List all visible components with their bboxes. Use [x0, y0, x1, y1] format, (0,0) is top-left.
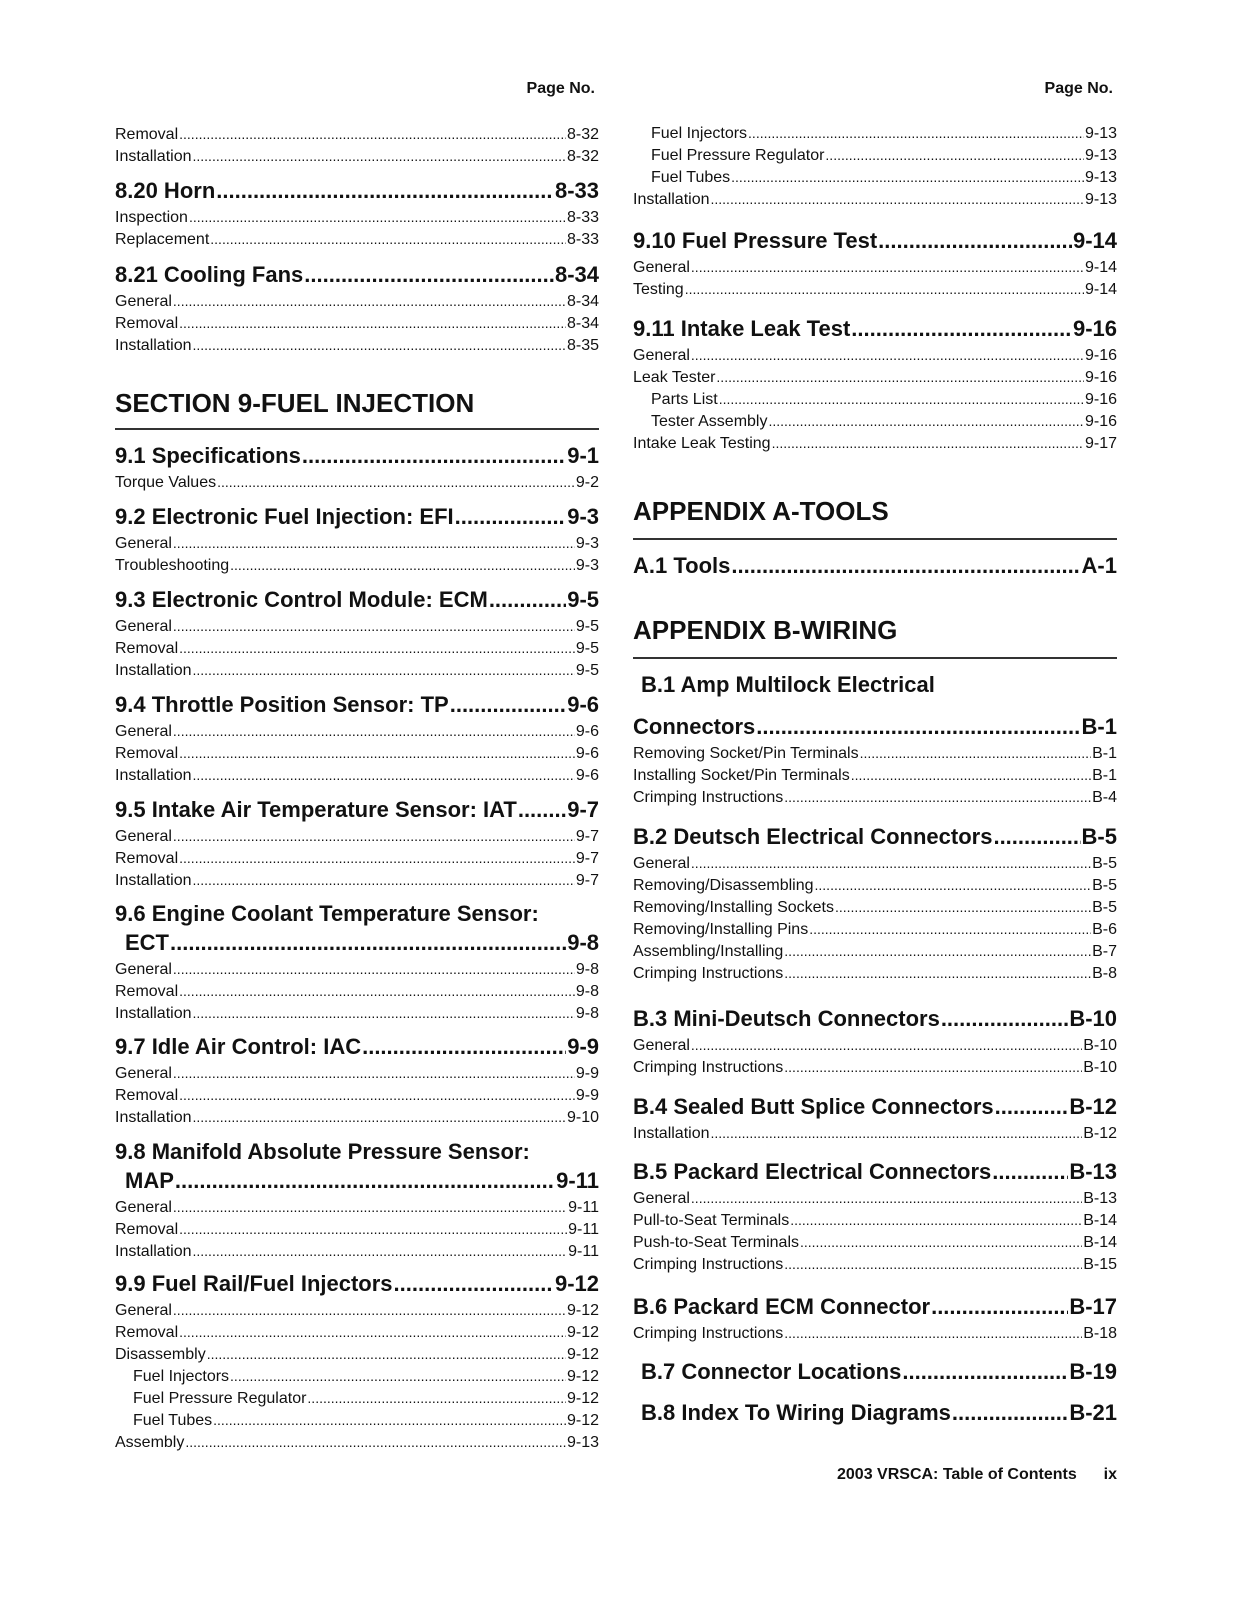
- subsection-title[interactable]: 9.9 Fuel Rail/Fuel Injectors ..... 9-12: [115, 1269, 599, 1299]
- toc-entry[interactable]: Push-to-Seat Terminals ..... B-14: [633, 1231, 1117, 1253]
- toc-subsection-b-5: [633, 1157, 1117, 1275]
- toc-entry[interactable]: Removing/Disassembling ..... B-5: [633, 874, 1117, 896]
- subsection-title-line1[interactable]: B.1 Amp Multilock Electrical: [641, 672, 935, 697]
- toc-entry[interactable]: Crimping Instructions ..... B-15: [633, 1253, 1117, 1275]
- toc-entry[interactable]: Testing ..... 9-14: [633, 278, 1117, 300]
- toc-entry[interactable]: Installing Socket/Pin Terminals ..... B-1: [633, 764, 1117, 786]
- toc-entry[interactable]: General ..... 9-12: [115, 1299, 599, 1321]
- subsection-title[interactable]: 9.2 Electronic Fuel Injection: EFI ..... 9-3: [115, 502, 599, 532]
- toc-entry[interactable]: General ..... B-5: [633, 852, 1117, 874]
- subsection-title[interactable]: A.1 Tools ..... A-1: [633, 551, 1117, 581]
- toc-entry[interactable]: Removing/Installing Pins ..... B-6: [633, 918, 1117, 940]
- toc-entry[interactable]: Installation ..... 8-35: [115, 334, 599, 356]
- toc-entry[interactable]: Installation ..... 9-7: [115, 869, 599, 891]
- toc-entry[interactable]: General ..... 9-8: [115, 958, 599, 980]
- toc-entry[interactable]: Installation ..... B-12: [633, 1122, 1117, 1144]
- toc-entry[interactable]: Fuel Tubes ..... 9-12: [115, 1409, 599, 1431]
- toc-entry[interactable]: Removal ..... 9-12: [115, 1321, 599, 1343]
- toc-entry[interactable]: Assembly ..... 9-13: [115, 1431, 599, 1453]
- toc-entry[interactable]: Fuel Tubes ..... 9-13: [633, 166, 1117, 188]
- toc-entry[interactable]: General ..... 9-3: [115, 532, 599, 554]
- toc-subsection-b-3: [633, 1004, 1117, 1078]
- toc-subsection-9-6: [115, 900, 599, 1024]
- appendix-a-heading: APPENDIX A-TOOLS: [633, 496, 889, 526]
- toc-subsection-9-7: [115, 1032, 599, 1128]
- section-rule: [633, 657, 1117, 659]
- subsection-title[interactable]: B.8 Index To Wiring Diagrams ..... B-21: [633, 1398, 1117, 1428]
- toc-entry[interactable]: Removal ..... 9-11: [115, 1218, 599, 1240]
- toc-entry[interactable]: General ..... 9-7: [115, 825, 599, 847]
- subsection-title[interactable]: 9.3 Electronic Control Module: ECM ..... 9-5: [115, 585, 599, 615]
- toc-entry[interactable]: General ..... 9-11: [115, 1196, 599, 1218]
- toc-entry[interactable]: Installation ..... 8-32: [115, 145, 599, 167]
- toc-entry[interactable]: Inspection ..... 8-33: [115, 206, 599, 228]
- toc-entry[interactable]: Assembling/Installing ..... B-7: [633, 940, 1117, 962]
- toc-entry[interactable]: Installation ..... 9-6: [115, 764, 599, 786]
- section-rule: [633, 538, 1117, 540]
- footer-page-number: ix: [1103, 1466, 1117, 1483]
- toc-entry[interactable]: Removing/Installing Sockets ..... B-5: [633, 896, 1117, 918]
- toc-subsection-9-5: [115, 795, 599, 891]
- subsection-title[interactable]: B.5 Packard Electrical Connectors ..... B-13: [633, 1157, 1117, 1187]
- subsection-title[interactable]: 8.20 Horn ..... 8-33: [115, 176, 599, 206]
- toc-entry[interactable]: General ..... 9-6: [115, 720, 599, 742]
- toc-subsection-cooling-fans: [115, 260, 599, 356]
- subsection-title[interactable]: Connectors ..... B-1: [633, 712, 1117, 742]
- toc-subsection-b-6: [633, 1292, 1117, 1344]
- toc-subsection-9-9: [115, 1269, 599, 1453]
- toc-entry[interactable]: Removing Socket/Pin Terminals ..... B-1: [633, 742, 1117, 764]
- toc-entry[interactable]: Fuel Pressure Regulator ..... 9-12: [115, 1387, 599, 1409]
- toc-subsection-9-8: [115, 1138, 599, 1262]
- subsection-title[interactable]: 9.10 Fuel Pressure Test ..... 9-14: [633, 226, 1117, 256]
- toc-subsection-9-11: [633, 314, 1117, 454]
- toc-entry[interactable]: General ..... 9-5: [115, 615, 599, 637]
- toc-entry[interactable]: Replacement ..... 8-33: [115, 228, 599, 250]
- toc-subsection-9-4: [115, 690, 599, 786]
- subsection-title[interactable]: 9.7 Idle Air Control: IAC ..... 9-9: [115, 1032, 599, 1062]
- toc-entry[interactable]: General ..... 8-34: [115, 290, 599, 312]
- toc-subsection-b-1: [633, 670, 1117, 808]
- toc-entry[interactable]: Fuel Pressure Regulator ..... 9-13: [633, 144, 1117, 166]
- toc-subsection-b-4: [633, 1092, 1117, 1144]
- lead-entries: [115, 123, 599, 167]
- toc-subsection-b-2: [633, 822, 1117, 984]
- toc-subsection-9-2: [115, 502, 599, 576]
- toc-entry[interactable]: Removal ..... 9-6: [115, 742, 599, 764]
- toc-subsection-b-7: [633, 1357, 1117, 1387]
- subsection-title[interactable]: 9.5 Intake Air Temperature Sensor: IAT ..... 9-7: [115, 795, 599, 825]
- toc-entry[interactable]: Crimping Instructions ..... B-8: [633, 962, 1117, 984]
- subsection-title[interactable]: 9.1 Specifications ..... 9-1: [115, 441, 599, 471]
- toc-entry[interactable]: Torque Values ..... 9-2: [115, 471, 599, 493]
- toc-entry[interactable]: Removal ..... 8-34: [115, 312, 599, 334]
- toc-entry[interactable]: General ..... 9-9: [115, 1062, 599, 1084]
- toc-entry[interactable]: Removal ..... 9-9: [115, 1084, 599, 1106]
- subsection-title[interactable]: 9.4 Throttle Position Sensor: TP ..... 9-6: [115, 690, 599, 720]
- toc-subsection-a-1: [633, 551, 1117, 581]
- appendix-b-heading: APPENDIX B-WIRING: [633, 615, 898, 645]
- toc-entry[interactable]: Disassembly ..... 9-12: [115, 1343, 599, 1365]
- toc-entry[interactable]: Removal ..... 9-5: [115, 637, 599, 659]
- toc-subsection-9-10: [633, 226, 1117, 300]
- toc-entry[interactable]: Parts List ..... 9-16: [633, 388, 1117, 410]
- toc-entry[interactable]: General ..... B-10: [633, 1034, 1117, 1056]
- subsection-title[interactable]: 9.11 Intake Leak Test ..... 9-16: [633, 314, 1117, 344]
- page-no-header: Page No.: [1044, 80, 1113, 97]
- toc-entry[interactable]: Crimping Instructions ..... B-18: [633, 1322, 1117, 1344]
- toc-entry[interactable]: Fuel Injectors ..... 9-13: [633, 122, 1117, 144]
- page-footer: [633, 1466, 1117, 1484]
- subsection-title[interactable]: MAP ..... 9-11: [115, 1166, 599, 1196]
- subsection-title[interactable]: B.2 Deutsch Electrical Connectors ..... B-5: [633, 822, 1117, 852]
- toc-entry[interactable]: Tester Assembly ..... 9-16: [633, 410, 1117, 432]
- section-rule: [115, 428, 599, 430]
- page-no-header: Page No.: [526, 80, 595, 97]
- subsection-title[interactable]: B.4 Sealed Butt Splice Connectors ..... B-12: [633, 1092, 1117, 1122]
- toc-entry[interactable]: Crimping Instructions ..... B-4: [633, 786, 1117, 808]
- toc-entry[interactable]: Pull-to-Seat Terminals ..... B-14: [633, 1209, 1117, 1231]
- toc-entry[interactable]: Fuel Injectors ..... 9-12: [115, 1365, 599, 1387]
- section-heading: SECTION 9-FUEL INJECTION: [115, 388, 475, 418]
- toc-entry[interactable]: Installation ..... 9-8: [115, 1002, 599, 1024]
- toc-entry[interactable]: Troubleshooting ..... 9-3: [115, 554, 599, 576]
- toc-entry[interactable]: Removal ..... 9-8: [115, 980, 599, 1002]
- toc-entry[interactable]: General ..... 9-16: [633, 344, 1117, 366]
- subsection-title[interactable]: B.3 Mini-Deutsch Connectors ..... B-10: [633, 1004, 1117, 1034]
- footer-title: 2003 VRSCA: Table of Contents: [837, 1466, 1077, 1483]
- toc-subsection-b-8: [633, 1398, 1117, 1428]
- subsection-title-line1[interactable]: 9.8 Manifold Absolute Pressure Sensor:: [115, 1139, 530, 1164]
- toc-entry[interactable]: Installation ..... 9-11: [115, 1240, 599, 1262]
- toc-entry[interactable]: Installation ..... 9-10: [115, 1106, 599, 1128]
- toc-entry[interactable]: Leak Tester ..... 9-16: [633, 366, 1117, 388]
- subsection-title[interactable]: B.6 Packard ECM Connector ..... B-17: [633, 1292, 1117, 1322]
- toc-entry[interactable]: Intake Leak Testing ..... 9-17: [633, 432, 1117, 454]
- toc-entry[interactable]: Removal ..... 9-7: [115, 847, 599, 869]
- subsection-title[interactable]: B.7 Connector Locations ..... B-19: [633, 1357, 1117, 1387]
- toc-entry[interactable]: Removal ..... 8-32: [115, 123, 599, 145]
- toc-entry[interactable]: Installation ..... 9-13: [633, 188, 1117, 210]
- subsection-title[interactable]: 8.21 Cooling Fans ..... 8-34: [115, 260, 599, 290]
- toc-entry[interactable]: General ..... B-13: [633, 1187, 1117, 1209]
- lead-entries: [633, 122, 1117, 210]
- toc-entry[interactable]: General ..... 9-14: [633, 256, 1117, 278]
- subsection-title[interactable]: ECT ..... 9-8: [115, 928, 599, 958]
- subsection-title-line1[interactable]: 9.6 Engine Coolant Temperature Sensor:: [115, 901, 539, 926]
- toc-subsection-horn: [115, 176, 599, 250]
- toc-entry[interactable]: Installation ..... 9-5: [115, 659, 599, 681]
- toc-subsection-9-3: [115, 585, 599, 681]
- toc-subsection-9-1: [115, 441, 599, 493]
- toc-entry[interactable]: Crimping Instructions ..... B-10: [633, 1056, 1117, 1078]
